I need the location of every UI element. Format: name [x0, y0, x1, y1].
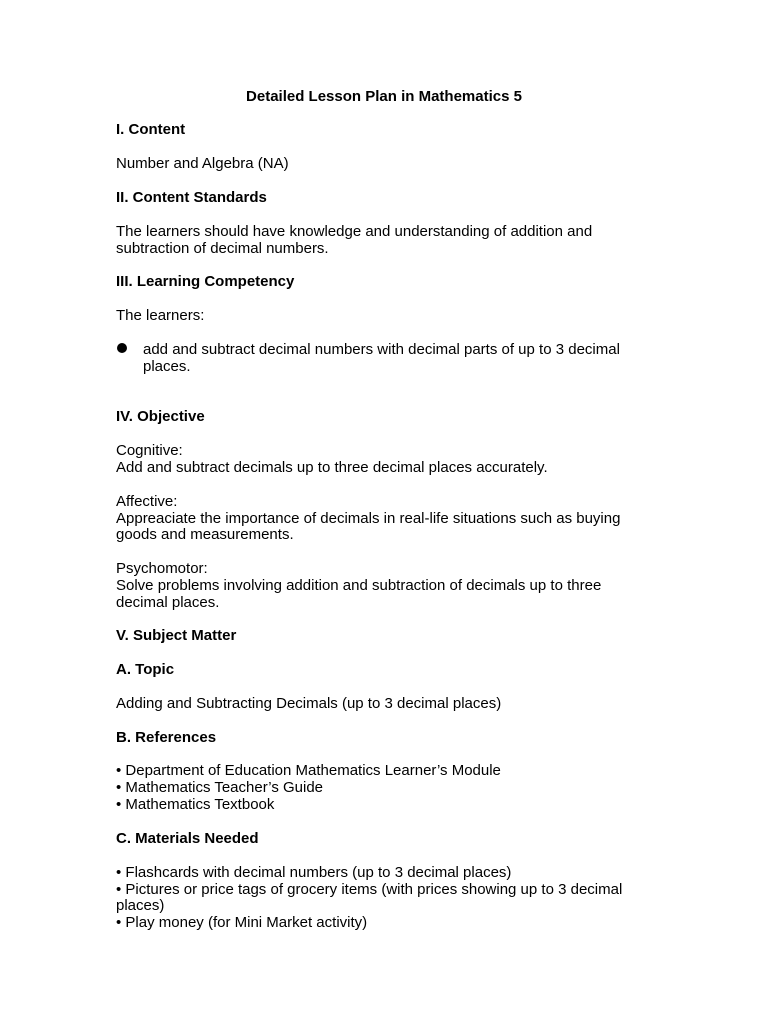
psychomotor-line: decimal places.: [116, 594, 220, 611]
competency-bullet-line: add and subtract decimal numbers with decimal parts of up to 3 decimal: [143, 341, 620, 358]
psychomotor-line: Solve problems involving addition and subtraction of decimals up to three: [116, 577, 602, 594]
content-text: Number and Algebra (NA): [116, 155, 289, 172]
topic-heading: A. Topic: [116, 661, 175, 678]
reference-item: • Mathematics Teacher’s Guide: [116, 779, 324, 796]
content-standards-line: subtraction of decimal numbers.: [116, 240, 329, 257]
cognitive-label: Cognitive:: [116, 442, 183, 459]
affective-line: Appreaciate the importance of decimals in real-life situations such as buying: [116, 510, 621, 527]
document-title: Detailed Lesson Plan in Mathematics 5: [246, 88, 522, 105]
competency-bullet-line: places.: [143, 358, 191, 375]
content-standards-line: The learners should have knowledge and understanding of addition and: [116, 223, 593, 240]
material-item: • Play money (for Mini Market activity): [116, 914, 368, 931]
learning-competency-intro: The learners:: [116, 307, 205, 324]
materials-heading: C. Materials Needed: [116, 830, 259, 847]
section-heading-subject-matter: V. Subject Matter: [116, 627, 237, 644]
section-heading-content: I. Content: [116, 121, 186, 138]
cognitive-text: Add and subtract decimals up to three decimal places accurately.: [116, 459, 548, 476]
reference-item: • Department of Education Mathematics Learner’s Module: [116, 762, 501, 779]
affective-label: Affective:: [116, 493, 178, 510]
bullet-icon: [117, 343, 127, 353]
section-heading-learning-competency: III. Learning Competency: [116, 273, 295, 290]
material-item: • Flashcards with decimal numbers (up to 3 decimal places): [116, 864, 512, 881]
psychomotor-label: Psychomotor:: [116, 560, 208, 577]
reference-item: • Mathematics Textbook: [116, 796, 275, 813]
references-heading: B. References: [116, 729, 217, 746]
topic-text: Adding and Subtracting Decimals (up to 3 decimal places): [116, 695, 502, 712]
section-heading-objective: IV. Objective: [116, 408, 205, 425]
material-item: • Pictures or price tags of grocery items (with prices showing up to 3 decimal: [116, 881, 623, 898]
affective-line: goods and measurements.: [116, 526, 294, 543]
material-item: places): [116, 897, 165, 914]
section-heading-content-standards: II. Content Standards: [116, 189, 267, 206]
